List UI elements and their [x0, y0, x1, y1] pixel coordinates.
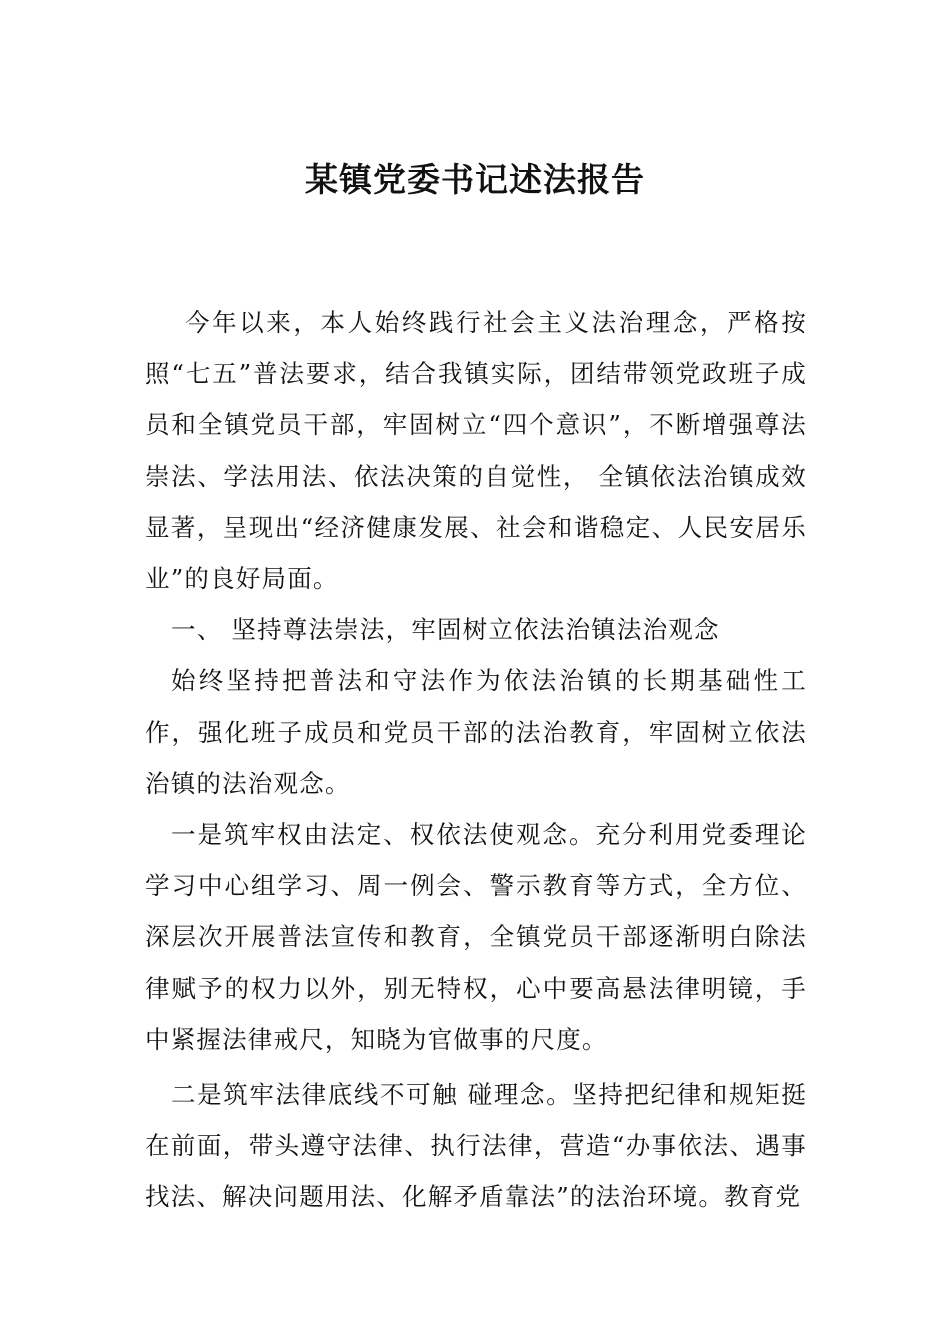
paragraph-section-1-summary: 始终坚持把普法和守法作为依法治镇的长期基础性工作，强化班子成员和党员干部的法治教育，牢固树立依法治镇的法治观念。: [145, 666, 807, 798]
document-body: [145, 297, 807, 1223]
paragraph-point-1: 一是筑牢权由法定、权依法使观念。充分利用党委理论学习中心组学习、周一例会、警示教育等方式，全方位、深层次开展普法宣传和教育，全镇党员干部逐渐明白除法律赋予的权力以外，别无特权，心中要高悬法律明镜，手中紧握法律戒尺，知晓为官做事的尺度。: [145, 820, 807, 1054]
paragraph-point-2: 二是筑牢法律底线不可触 碰理念。坚持把纪律和规矩挺在前面，带头遵守法律、执行法律，营造“办事依法、遇事找法、解决问题用法、化解矛盾靠法”的法治环境。教育党: [145, 1080, 807, 1212]
paragraph-intro: 今年以来，本人始终践行社会主义法治理念，严格按照“七五”普法要求，结合我镇实际，团结带领党政班子成员和全镇党员干部，牢固树立“四个意识”，不断增强尊法崇法、学法用法、依法决策的自觉性， 全镇依法治镇成效显著，呈现出“经济健康发展、社会和谐稳定、人民安居乐业”的良好局面。: [145, 308, 807, 594]
section-heading-1: 一、 坚持尊法崇法，牢固树立依法治镇法治观念: [171, 615, 720, 645]
document-title: 某镇党委书记述法报告: [305, 160, 645, 199]
